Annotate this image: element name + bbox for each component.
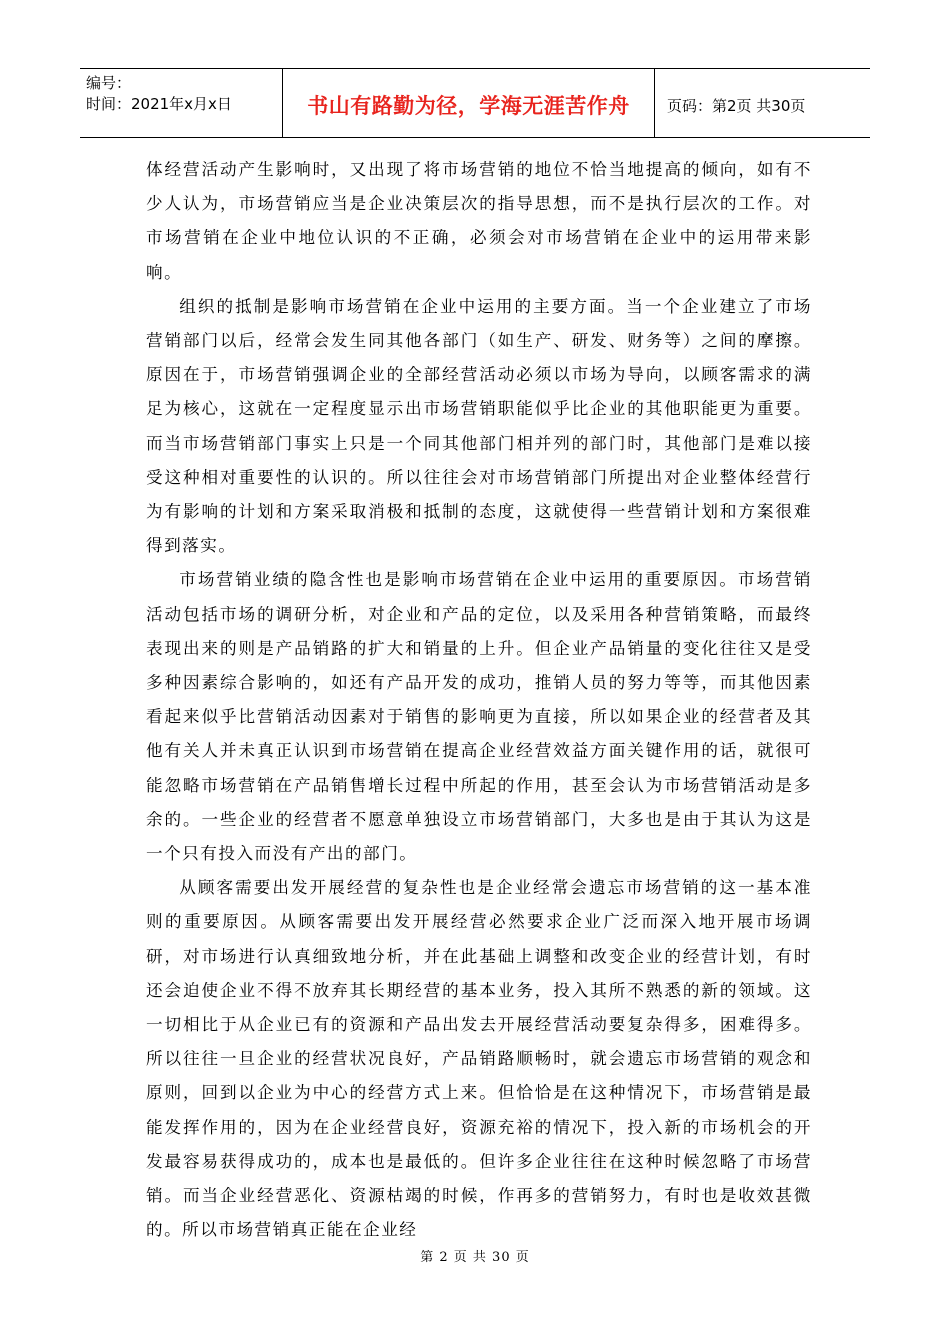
date-label: 时间：2021年x月x日 [86,95,232,113]
page-footer: 第 2 页 共 30 页 [420,1250,530,1265]
header-page-label: 页码：第2页 共30页 [667,96,806,115]
header-info-cell [80,69,283,137]
paragraph: 市场营销业绩的隐含性也是影响市场营销在企业中运用的重要原因。市场营销活动包括市场的调研分析，对企业和产品的定位，以及采用各种营销策略，而最终表现出来的则是产品销路的扩大和销量的上升。但企业产品销量的变化往往又是受多种因素综合影响的，如还有产品开发的成功，推销人员的努力等等，而其他因素看起来似乎比营销活动因素对于销售的影响更为直接，所以如果企业的经营者及其他有关人并未真正认识到市场营销在提高企业经营效益方面关键作用的话，就很可能忽略市场营销在产品销售增长过程中所起的作用，甚至会认为市场营销活动是多余的。一些企业的经营者不愿意单独设立市场营销部门，大多也是由于其认为这是一个只有投入而没有产出的部门。 [146,570,812,864]
paragraph: 组织的抵制是影响市场营销在企业中运用的主要方面。当一个企业建立了市场营销部门以后，经常会发生同其他各部门（如生产、研发、财务等）之间的摩擦。原因在于，市场营销强调企业的全部经营活动必须以市场为导向，以顾客需求的满足为核心，这就在一定程度显示出市场营销职能似乎比企业的其他职能更为重要。而当市场营销部门事实上只是一个同其他部门相并列的部门时，其他部门是难以接受这种相对重要性的认识的。所以往往会对市场营销部门所提出对企业整体经营行为有影响的计划和方案采取消极和抵制的态度，这就使得一些营销计划和方案很难得到落实。 [146,296,812,556]
paragraph: 从顾客需要出发开展经营的复杂性也是企业经常会遗忘市场营销的这一基本准则的重要原因。从顾客需要出发开展经营必然要求企业广泛而深入地开展市场调研，对市场进行认真细致地分析，并在此基础上调整和改变企业的经营计划，有时还会迫使企业不得不放弃其长期经营的基本业务，投入其所不熟悉的新的领域。这一切相比于从企业已有的资源和产品出发去开展经营活动要复杂得多，困难得多。所以往往一旦企业的经营状况良好，产品销路顺畅时，就会遗忘市场营销的观念和原则，回到以企业为中心的经营方式上来。但恰恰是在这种情况下，市场营销是最能发挥作用的，因为在企业经营良好，资源充裕的情况下，投入新的市场机会的开发最容易获得成功的，成本也是最低的。但许多企业往往在这种时候忽略了市场营销。而当企业经营恶化、资源枯竭的时候，作再多的营销努力，有时也是收效甚微的。所以市场营销真正能在企业经 [146,878,812,1240]
number-label: 编号： [86,74,132,92]
header-motto: 书山有路勤为径，学海无涯苦作舟 [283,69,655,137]
page-header [80,68,870,138]
document-body [146,153,812,1248]
paragraph-continuation: 体经营活动产生影响时，又出现了将市场营销的地位不恰当地提高的倾向，如有不少人认为，市场营销应当是企业决策层次的指导思想，而不是执行层次的工作。对市场营销在企业中地位认识的不正确，必须会对市场营销在企业中的运用带来影响。 [146,160,812,282]
